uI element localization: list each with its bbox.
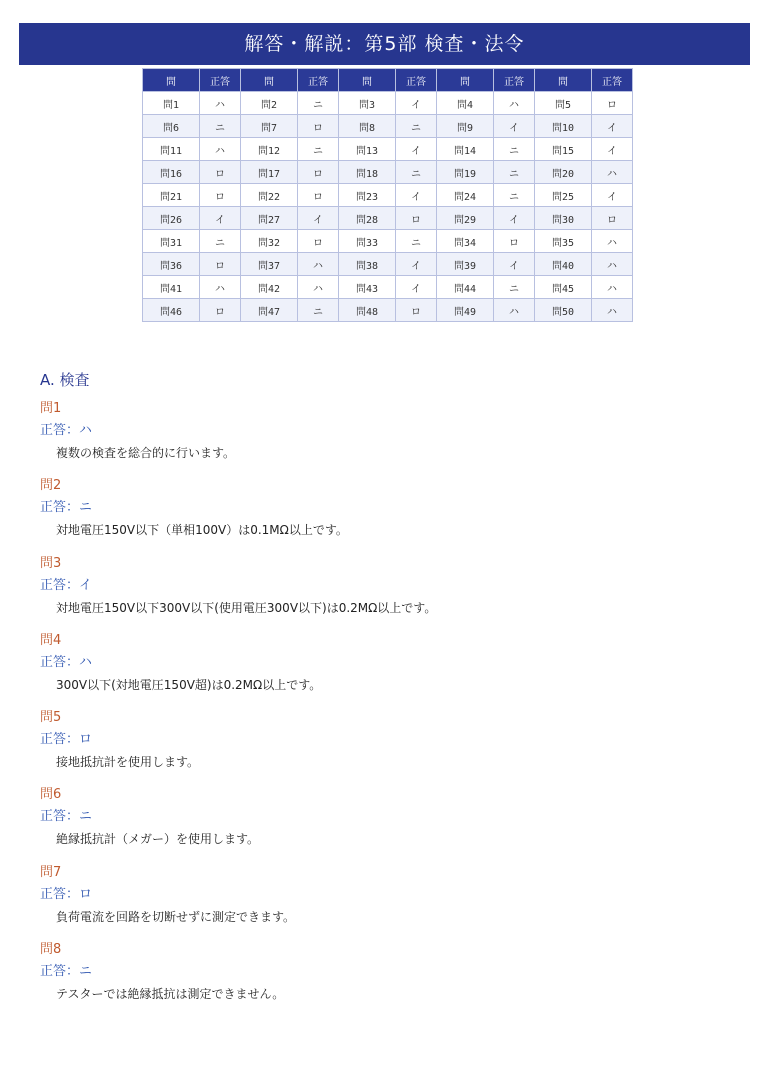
column-header-answer: 正答 (494, 69, 535, 92)
question-number-cell: 問12 (241, 138, 298, 161)
question-number-cell: 問13 (339, 138, 396, 161)
question-number-cell: 問25 (535, 184, 592, 207)
question-number-cell: 問10 (535, 115, 592, 138)
question-label: 問5 (40, 710, 62, 726)
answer-cell: イ (494, 253, 535, 276)
explanation-item (40, 939, 740, 1016)
question-number-cell: 問8 (339, 115, 396, 138)
question-number-cell: 問46 (143, 299, 200, 322)
answer-cell: ロ (298, 161, 339, 184)
answer-cell: ロ (298, 230, 339, 253)
question-number-cell: 問38 (339, 253, 396, 276)
question-number-cell: 問27 (241, 207, 298, 230)
answer-label: 正答：ロ (40, 732, 93, 748)
question-label: 問4 (40, 632, 62, 648)
question-label: 問8 (40, 942, 62, 958)
answer-cell: ハ (592, 161, 633, 184)
question-number-cell: 問3 (339, 92, 396, 115)
answer-cell: イ (396, 138, 437, 161)
question-number-cell: 問37 (241, 253, 298, 276)
explanation-text: 対地電圧150V以下（単相100V）は0.1MΩ以上です。 (56, 523, 348, 538)
question-number-cell: 問44 (437, 276, 494, 299)
answer-cell: ニ (298, 299, 339, 322)
column-header-question: 問 (241, 69, 298, 92)
answer-cell: イ (200, 207, 241, 230)
explanation-text: 接地抵抗計を使用します。 (56, 755, 200, 770)
answer-label: 正答：ハ (40, 654, 93, 670)
table-row (143, 253, 633, 276)
table-row (143, 230, 633, 253)
answer-cell: イ (396, 253, 437, 276)
answer-cell: ロ (396, 299, 437, 322)
answer-cell: ハ (200, 92, 241, 115)
column-header-question: 問 (143, 69, 200, 92)
table-row (143, 161, 633, 184)
question-number-cell: 問22 (241, 184, 298, 207)
answer-cell: ハ (494, 299, 535, 322)
answer-cell: イ (592, 115, 633, 138)
answer-cell: ニ (494, 161, 535, 184)
question-number-cell: 問4 (437, 92, 494, 115)
question-label: 問3 (40, 555, 62, 571)
question-number-cell: 問32 (241, 230, 298, 253)
question-number-cell: 問34 (437, 230, 494, 253)
answer-cell: ニ (298, 138, 339, 161)
question-label: 問1 (40, 401, 62, 416)
explanation-item (40, 630, 740, 707)
table-row (143, 299, 633, 322)
answer-cell: ロ (200, 253, 241, 276)
answer-cell: ハ (592, 253, 633, 276)
column-header-answer: 正答 (200, 69, 241, 92)
table-row (143, 207, 633, 230)
question-number-cell: 問1 (143, 92, 200, 115)
answer-cell: イ (592, 138, 633, 161)
question-number-cell: 問35 (535, 230, 592, 253)
explanations (40, 366, 740, 1016)
question-number-cell: 問42 (241, 276, 298, 299)
question-number-cell: 問36 (143, 253, 200, 276)
question-number-cell: 問50 (535, 299, 592, 322)
answer-cell: ニ (298, 92, 339, 115)
explanation-item (40, 862, 740, 939)
explanation-list (40, 398, 740, 1016)
question-number-cell: 問15 (535, 138, 592, 161)
answer-table (142, 68, 633, 322)
question-number-cell: 問9 (437, 115, 494, 138)
table-header-row (143, 69, 633, 92)
answer-cell: イ (592, 184, 633, 207)
answer-cell: ニ (396, 230, 437, 253)
question-number-cell: 問29 (437, 207, 494, 230)
answer-cell: ハ (592, 276, 633, 299)
column-header-answer: 正答 (298, 69, 339, 92)
answer-cell: ニ (396, 115, 437, 138)
answer-cell: イ (298, 207, 339, 230)
question-number-cell: 問21 (143, 184, 200, 207)
answer-label: 正答：ハ (40, 423, 93, 438)
question-number-cell: 問45 (535, 276, 592, 299)
question-number-cell: 問31 (143, 230, 200, 253)
answer-cell: イ (494, 115, 535, 138)
answer-label: 正答：イ (40, 577, 93, 593)
section-title: A. 検査 (40, 371, 90, 389)
answer-cell: ニ (494, 138, 535, 161)
answer-label: 正答：ニ (40, 964, 93, 980)
explanation-text: 負荷電流を回路を切断せずに測定できます。 (56, 909, 296, 924)
table-row (143, 276, 633, 299)
explanation-item (40, 398, 740, 475)
explanation-text: 対地電圧150V以下300V以下(使用電圧300V以下)は0.2MΩ以上です。 (56, 600, 437, 615)
answer-cell: ハ (298, 276, 339, 299)
question-number-cell: 問16 (143, 161, 200, 184)
question-number-cell: 問24 (437, 184, 494, 207)
answer-cell: ハ (494, 92, 535, 115)
question-number-cell: 問7 (241, 115, 298, 138)
question-number-cell: 問6 (143, 115, 200, 138)
column-header-answer: 正答 (396, 69, 437, 92)
question-number-cell: 問30 (535, 207, 592, 230)
question-number-cell: 問18 (339, 161, 396, 184)
question-number-cell: 問39 (437, 253, 494, 276)
answer-cell: イ (396, 92, 437, 115)
question-label: 問6 (40, 787, 62, 803)
column-header-question: 問 (437, 69, 494, 92)
question-number-cell: 問17 (241, 161, 298, 184)
explanation-text: 複数の検査を総合的に行います。 (56, 446, 236, 460)
answer-cell: ニ (494, 184, 535, 207)
question-label: 問2 (40, 478, 62, 494)
explanation-item (40, 784, 740, 861)
answer-cell: ロ (494, 230, 535, 253)
question-number-cell: 問49 (437, 299, 494, 322)
answer-cell: ロ (592, 92, 633, 115)
answer-cell: ハ (298, 253, 339, 276)
answer-cell: ニ (200, 115, 241, 138)
question-number-cell: 問43 (339, 276, 396, 299)
answer-cell: ハ (592, 299, 633, 322)
answer-cell: ロ (200, 161, 241, 184)
answer-label: 正答：ニ (40, 809, 93, 825)
question-number-cell: 問33 (339, 230, 396, 253)
page-title: 解答・解説：第5部 検査・法令 (19, 23, 750, 65)
question-number-cell: 問26 (143, 207, 200, 230)
question-number-cell: 問41 (143, 276, 200, 299)
answer-cell: イ (396, 276, 437, 299)
answer-cell: ロ (396, 207, 437, 230)
question-number-cell: 問40 (535, 253, 592, 276)
explanation-item (40, 475, 740, 552)
answer-cell: ロ (298, 115, 339, 138)
answer-label: 正答：ロ (40, 886, 93, 902)
question-number-cell: 問28 (339, 207, 396, 230)
question-number-cell: 問23 (339, 184, 396, 207)
table-row (143, 92, 633, 115)
question-number-cell: 問47 (241, 299, 298, 322)
answer-cell: ロ (592, 207, 633, 230)
question-number-cell: 問20 (535, 161, 592, 184)
answer-cell: イ (396, 184, 437, 207)
question-number-cell: 問48 (339, 299, 396, 322)
answer-cell: ニ (494, 276, 535, 299)
column-header-answer: 正答 (592, 69, 633, 92)
answer-cell: ニ (396, 161, 437, 184)
answer-cell: イ (494, 207, 535, 230)
answer-cell: ハ (200, 276, 241, 299)
answer-cell: ハ (592, 230, 633, 253)
explanation-item (40, 707, 740, 784)
table-row (143, 138, 633, 161)
explanation-text: テスターでは絶縁抵抗は測定できません。 (56, 987, 285, 1002)
question-number-cell: 問14 (437, 138, 494, 161)
question-number-cell: 問19 (437, 161, 494, 184)
question-number-cell: 問5 (535, 92, 592, 115)
table-row (143, 115, 633, 138)
answer-cell: ロ (298, 184, 339, 207)
column-header-question: 問 (535, 69, 592, 92)
answer-label: 正答：ニ (40, 500, 93, 516)
column-header-question: 問 (339, 69, 396, 92)
answer-cell: ロ (200, 299, 241, 322)
answer-cell: ハ (200, 138, 241, 161)
explanation-text: 絶縁抵抗計（メガー）を使用します。 (56, 832, 260, 847)
answer-cell: ニ (200, 230, 241, 253)
explanation-text: 300V以下(対地電圧150V超)は0.2MΩ以上です。 (56, 677, 322, 692)
question-label: 問7 (40, 864, 62, 880)
table-row (143, 184, 633, 207)
answer-cell: ロ (200, 184, 241, 207)
question-number-cell: 問11 (143, 138, 200, 161)
explanation-item (40, 553, 740, 630)
question-number-cell: 問2 (241, 92, 298, 115)
